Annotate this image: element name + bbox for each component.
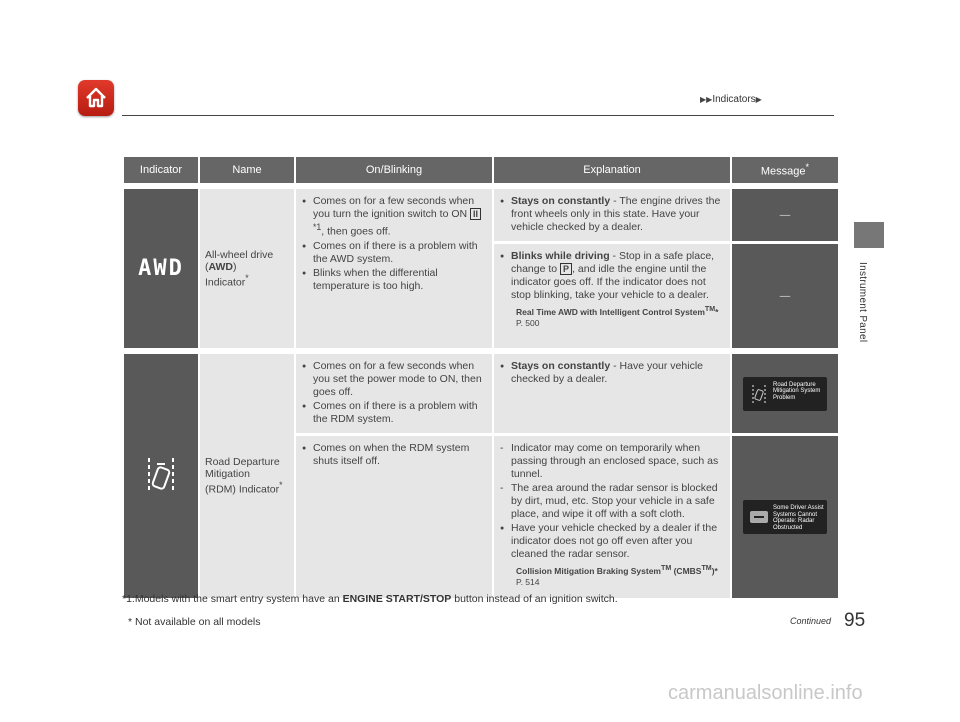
home-icon[interactable]: [78, 80, 114, 116]
col-name: Name: [200, 157, 294, 183]
breadcrumb-arrow-icon: ▶▶: [700, 95, 713, 104]
awd-on-blinking: ● Comes on for a few seconds when you turn the ignition switch to ON II$^{*1}$, then goes off. ● Comes on if there is a problem with the AWD system. ● Blinks when the differential temperature is too high.: [296, 189, 492, 348]
indicator-table: [122, 157, 840, 598]
awd-message-1: —: [732, 189, 838, 241]
awd-indicator-icon: AWD: [124, 189, 198, 348]
awd-message-2: —: [732, 244, 838, 348]
header-rule: [122, 115, 834, 116]
col-indicator: Indicator: [124, 157, 198, 183]
breadcrumb[interactable]: ▶▶Indicators▶: [700, 94, 762, 105]
awd-name: All-wheel drive (AWD) Indicator*: [200, 189, 294, 348]
rdm-problem-display: Road Departure Mitigation System Problem: [743, 377, 827, 411]
rdm-explanation-stays-on: ● Stays on constantly - Have your vehicle checked by a dealer.: [494, 354, 730, 433]
page-number: 95: [844, 610, 866, 631]
col-explanation: Explanation: [494, 157, 730, 183]
radar-obstructed-display: Some Driver Assist Systems Cannot Operate: Radar Obstructed: [743, 500, 827, 534]
breadcrumb-arrow-icon: ▶: [755, 95, 762, 104]
rdm-message-1: [732, 354, 838, 433]
rdm-cross-reference[interactable]: Collision Mitigation Braking System™ (CMBS™)* P. 514: [516, 564, 718, 587]
rdm-message-2: [732, 436, 838, 598]
rdm-name: Road Departure Mitigation (RDM) Indicator*: [200, 354, 294, 598]
rdm-explanation-radar: - Indicator may come on temporarily when passing through an enclosed space, such as tunnel. - The area around the radar sensor is blocked by dirt, mud, etc. Stop your vehicle in a safe place, and wipe it off with a soft cloth. ● Have your vehicle checked by a dealer if the indicator does not go off even after you cleaned the radar sensor. Collision Mitigation Braking System™ (CMBS™)* P. 514: [494, 436, 730, 598]
awd-explanation-blinks: ● Blinks while driving - Stop in a safe place, change to P , and idle the engine until the indicator goes off. If the indicator does not stop blinking, take your vehicle to a dealer. Real Time AWD with Intelligent Control System™* P. 500: [494, 244, 730, 348]
continued-label: Continued: [790, 616, 832, 626]
awd-cross-reference[interactable]: Real Time AWD with Intelligent Control System™* P. 500: [516, 305, 719, 328]
rdm-on-blinking-1: ● Comes on for a few seconds when you set the power mode to ON, then goes off. ● Comes on if there is a problem with the RDM system.: [296, 354, 492, 433]
rdm-on-blinking-2: ● Comes on when the RDM system shuts itself off.: [296, 436, 492, 598]
awd-explanation-stays-on: ● Stays on constantly - The engine drives the front wheels only in this state. Have your vehicle checked by a dealer.: [494, 189, 730, 241]
col-message: Message*: [732, 157, 838, 183]
section-tab: [854, 222, 884, 248]
col-on-blinking: On/Blinking: [296, 157, 492, 183]
rdm-indicator-icon: [124, 354, 198, 598]
section-label: Instrument Panel: [857, 262, 868, 343]
footnote-availability: * Not available on all models: [128, 616, 261, 628]
watermark: carmanualsonline.info: [668, 682, 863, 704]
footnote-ignition: *1:Models with the smart entry system have an ENGINE START/STOP button instead of an ignition switch.: [122, 593, 618, 605]
